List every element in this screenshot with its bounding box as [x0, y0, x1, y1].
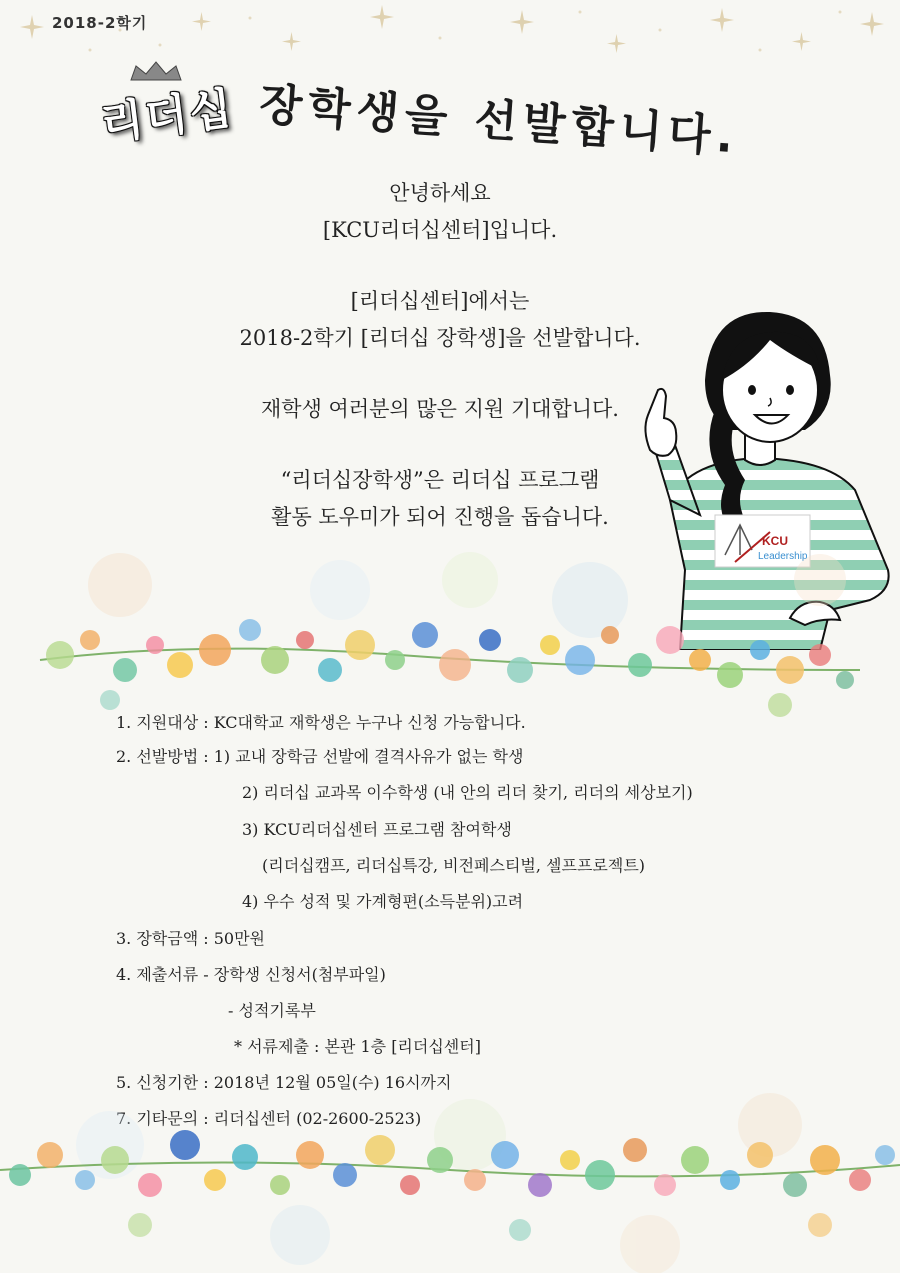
intro-line: “리더십장학생”은 리더십 프로그램: [280, 468, 600, 492]
info-item: (리더십캠프, 리더십특강, 비전페스티벌, 셀프프로젝트): [262, 856, 646, 875]
info-item: 3. 장학금액 : 50만원: [116, 929, 266, 948]
badge-kcu: KCU: [762, 534, 788, 548]
intro-line: [KCU리더십센터]입니다.: [322, 218, 558, 242]
badge-leadership: Leadership: [758, 551, 808, 562]
info-item: 3) KCU리더십센터 프로그램 참여학생: [242, 820, 512, 839]
intro-line: 재학생 여러분의 많은 지원 기대합니다.: [261, 397, 619, 421]
info-item: 4. 제출서류 - 장학생 신청서(첨부파일): [116, 965, 386, 984]
intro-line: 2018-2학기 [리더십 장학생]을 선발합니다.: [239, 326, 641, 350]
intro-line: 안녕하세요: [389, 181, 491, 205]
flower-garland-top: [0, 540, 900, 730]
intro-line: [리더십센터]에서는: [350, 289, 530, 313]
info-item: 7. 기타문의 : 리더십센터 (02-2600-2523): [116, 1109, 422, 1128]
info-item: 2) 리더십 교과목 이수학생 (내 안의 리더 찾기, 리더의 세상보기): [242, 783, 693, 802]
info-item: 2. 선발방법 : 1) 교내 장학금 선발에 결격사유가 없는 학생: [116, 747, 524, 766]
info-item: 1. 지원대상 : KC대학교 재학생은 누구나 신청 가능합니다.: [116, 713, 526, 732]
title-highlight: 리더십: [97, 83, 237, 150]
info-item: 4) 우수 성적 및 가계형편(소득분위)고려: [242, 892, 524, 911]
intro-line: 활동 도우미가 되어 진행을 돕습니다.: [271, 505, 609, 529]
info-item: * 서류제출 : 본관 1층 [리더십센터]: [234, 1037, 481, 1056]
info-item: - 성적기록부: [228, 1001, 316, 1020]
flower-garland-bottom: [0, 1085, 900, 1273]
info-item: 5. 신청기한 : 2018년 12월 05일(수) 16시까지: [116, 1073, 452, 1092]
semester-label: 2018-2학기: [52, 14, 148, 32]
page-title: [97, 60, 800, 164]
title-text: 장학생을 선발합니다.: [257, 79, 741, 164]
